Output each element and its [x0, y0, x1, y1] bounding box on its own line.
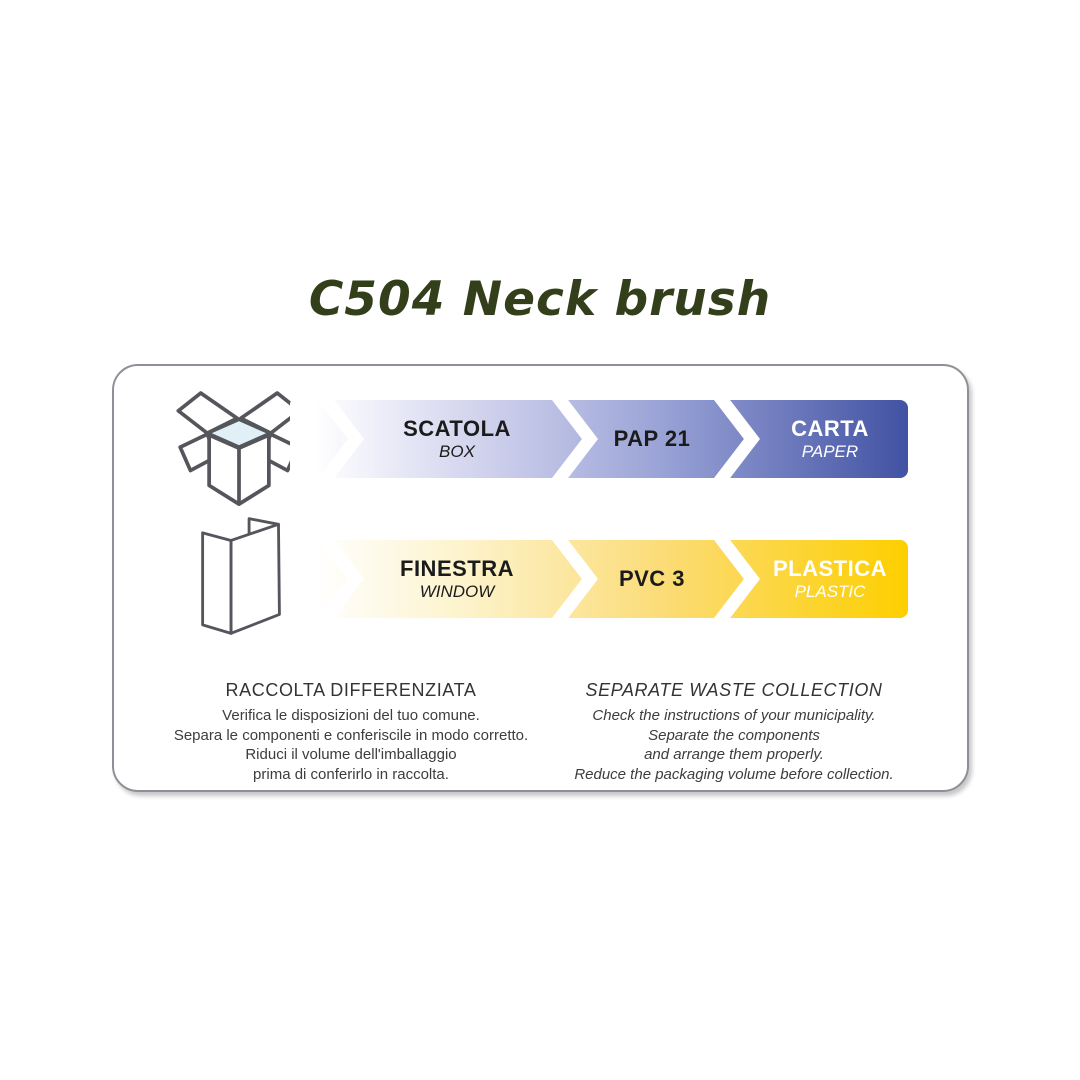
segment-scatola [403, 400, 511, 478]
note-line: Separa le componenti e conferiscile in modo corretto. [173, 726, 529, 744]
segment-sublabel: BOX [439, 441, 475, 461]
segment-sublabel: PLASTIC [794, 581, 866, 601]
chevron-separator-icon [714, 400, 760, 478]
segment-finestra [400, 540, 514, 618]
segment-label: FINESTRA [400, 556, 514, 582]
note-heading: RACCOLTA DIFFERENZIATA [225, 680, 477, 700]
chevron-separator-icon [318, 540, 364, 618]
chevron-separator-icon [714, 540, 760, 618]
note-line: Separate the components [648, 726, 820, 744]
segment-sublabel: WINDOW [419, 581, 495, 601]
note-line: and arrange them properly. [644, 746, 824, 763]
plastic-stream-band [290, 540, 908, 618]
open-box-icon [169, 380, 309, 520]
chevron-separator-icon [552, 540, 598, 618]
segment-plastica [773, 540, 887, 618]
note-italian [161, 680, 541, 784]
note-line: prima di conferirlo in raccolta. [253, 765, 449, 783]
segment-pap21 [614, 400, 691, 478]
note-line: Verifica le disposizioni del tuo comune. [222, 707, 480, 724]
recycling-card [112, 364, 969, 792]
chevron-separator-icon [552, 400, 598, 478]
note-heading: SEPARATE WASTE COLLECTION [585, 680, 883, 700]
segment-label: PLASTICA [773, 556, 887, 582]
segment-label: SCATOLA [403, 416, 511, 442]
note-line: Riduci il volume dell'imballaggio [245, 746, 457, 763]
segment-label: PVC 3 [618, 565, 686, 591]
note-line: Check the instructions of your municipality. [592, 707, 876, 724]
segment-label: PAP 21 [613, 425, 691, 451]
chevron-separator-icon [318, 400, 364, 478]
note-english [534, 680, 934, 784]
note-line: Reduce the packaging volume before collection. [574, 765, 894, 783]
segment-carta [791, 400, 869, 478]
paper-stream-band [290, 400, 908, 478]
segment-label: CARTA [791, 416, 869, 442]
segment-sublabel: PAPER [801, 441, 859, 461]
page-title: C504 Neck brush [308, 272, 772, 327]
segment-pvc3 [619, 540, 685, 618]
window-sleeve-icon [189, 512, 294, 640]
